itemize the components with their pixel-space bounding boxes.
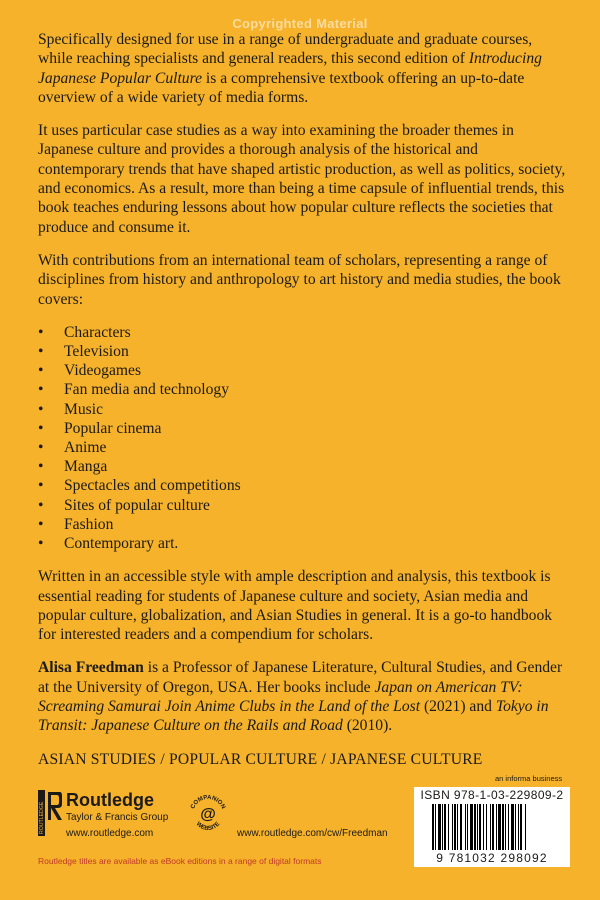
book-title: Introducing Japanese Popular Culture — [38, 50, 542, 87]
publisher-name: Routledge — [66, 790, 154, 810]
list-item: • Anime — [38, 438, 566, 457]
publisher-group: Taylor & Francis Group — [66, 812, 169, 823]
list-item: • Spectacles and competitions — [38, 476, 566, 495]
informa-tagline: an informa business — [495, 774, 563, 783]
case-studies-paragraph: It uses particular case studies as a way into examining the broader themes in Japanese culture and provides a thorough analysis of the historical and contemporary trends that have shaped artistic production, as well as politics, society, and economics. As a result, more than being a time capsule of influential trends, this book teaches enduring lessons about how popular culture reflects the societies that produce and consume it. — [38, 122, 566, 236]
isbn-barcode-box — [414, 787, 570, 867]
list-item: • Manga — [38, 457, 566, 476]
subject-categories: ASIAN STUDIES / POPULAR CULTURE / JAPANESE CULTURE — [38, 750, 483, 768]
list-item: • Characters — [38, 323, 566, 342]
barcode-icon — [432, 804, 552, 850]
svg-text:WEBSITE: WEBSITE — [194, 821, 222, 833]
summary-paragraph: Written in an accessible style with ample description and analysis, this textbook is essential reading for students of Japanese culture and society, Asian media and popular culture, globalization, and Asian Studies in general. It is a go-to handbook for interested readers and a compendium for scholars. — [38, 568, 553, 644]
list-item: • Videogames — [38, 361, 566, 380]
contributors-paragraph: With contributions from an international team of scholars, representing a range of disciplines from history and anthropology to art history and media studies, the book covers: — [38, 251, 561, 308]
list-item: • Television — [38, 342, 566, 361]
isbn-label: ISBN 978-1-03-229809-2 — [420, 788, 564, 802]
list-item: • Contemporary art. — [38, 534, 566, 553]
svg-text:@: @ — [200, 806, 216, 823]
companion-website-url[interactable]: www.routledge.com/cw/Freedman — [237, 828, 388, 839]
isbn-digits: 9 781032 298092 — [436, 851, 548, 865]
list-item: • Music — [38, 400, 566, 419]
topics-list — [38, 323, 566, 553]
publisher-url[interactable]: www.routledge.com — [66, 828, 154, 839]
list-item: • Fan media and technology — [38, 380, 566, 399]
list-item: • Sites of popular culture — [38, 496, 566, 515]
author-bio: Alisa Freedman is a Professor of Japanese Literature, Cultural Studies, and Gender at the University of Oregon, USA. Her books include Japan on American TV: Screaming Samurai Join Anime Clubs in the Land of the Lost (2021) and Tokyo in Transit: Japanese Culture on the Rails and Road (2010). — [38, 659, 563, 735]
back-cover-text — [38, 30, 566, 783]
companion-website-icon — [185, 791, 231, 837]
copyright-watermark: Copyrighted Material — [232, 16, 368, 31]
intro-paragraph: Specifically designed for use in a range of undergraduate and graduate courses, while reaching specialists and general readers, this second edition of Introducing Japanese Popular Culture is a comprehensive textbook offering an up-to-date overview of a wide variety of media forms. — [38, 31, 542, 106]
svg-text:COMPANION: COMPANION — [190, 794, 226, 810]
ebook-footnote: Routledge titles are available as eBook editions in a range of digital formats — [38, 856, 322, 866]
author-book-2: Tokyo in Transit: Japanese Culture on the Rails and Road — [38, 698, 549, 735]
list-item: • Popular cinema — [38, 419, 566, 438]
svg-text:ROUTLEDGE: ROUTLEDGE — [39, 801, 45, 834]
author-book-1: Japan on American TV: Screaming Samurai Join Anime Clubs in the Land of the Lost — [38, 678, 523, 716]
routledge-logo-icon — [38, 790, 62, 836]
author-name: Alisa Freedman — [38, 659, 144, 677]
list-item: • Fashion — [38, 515, 566, 534]
